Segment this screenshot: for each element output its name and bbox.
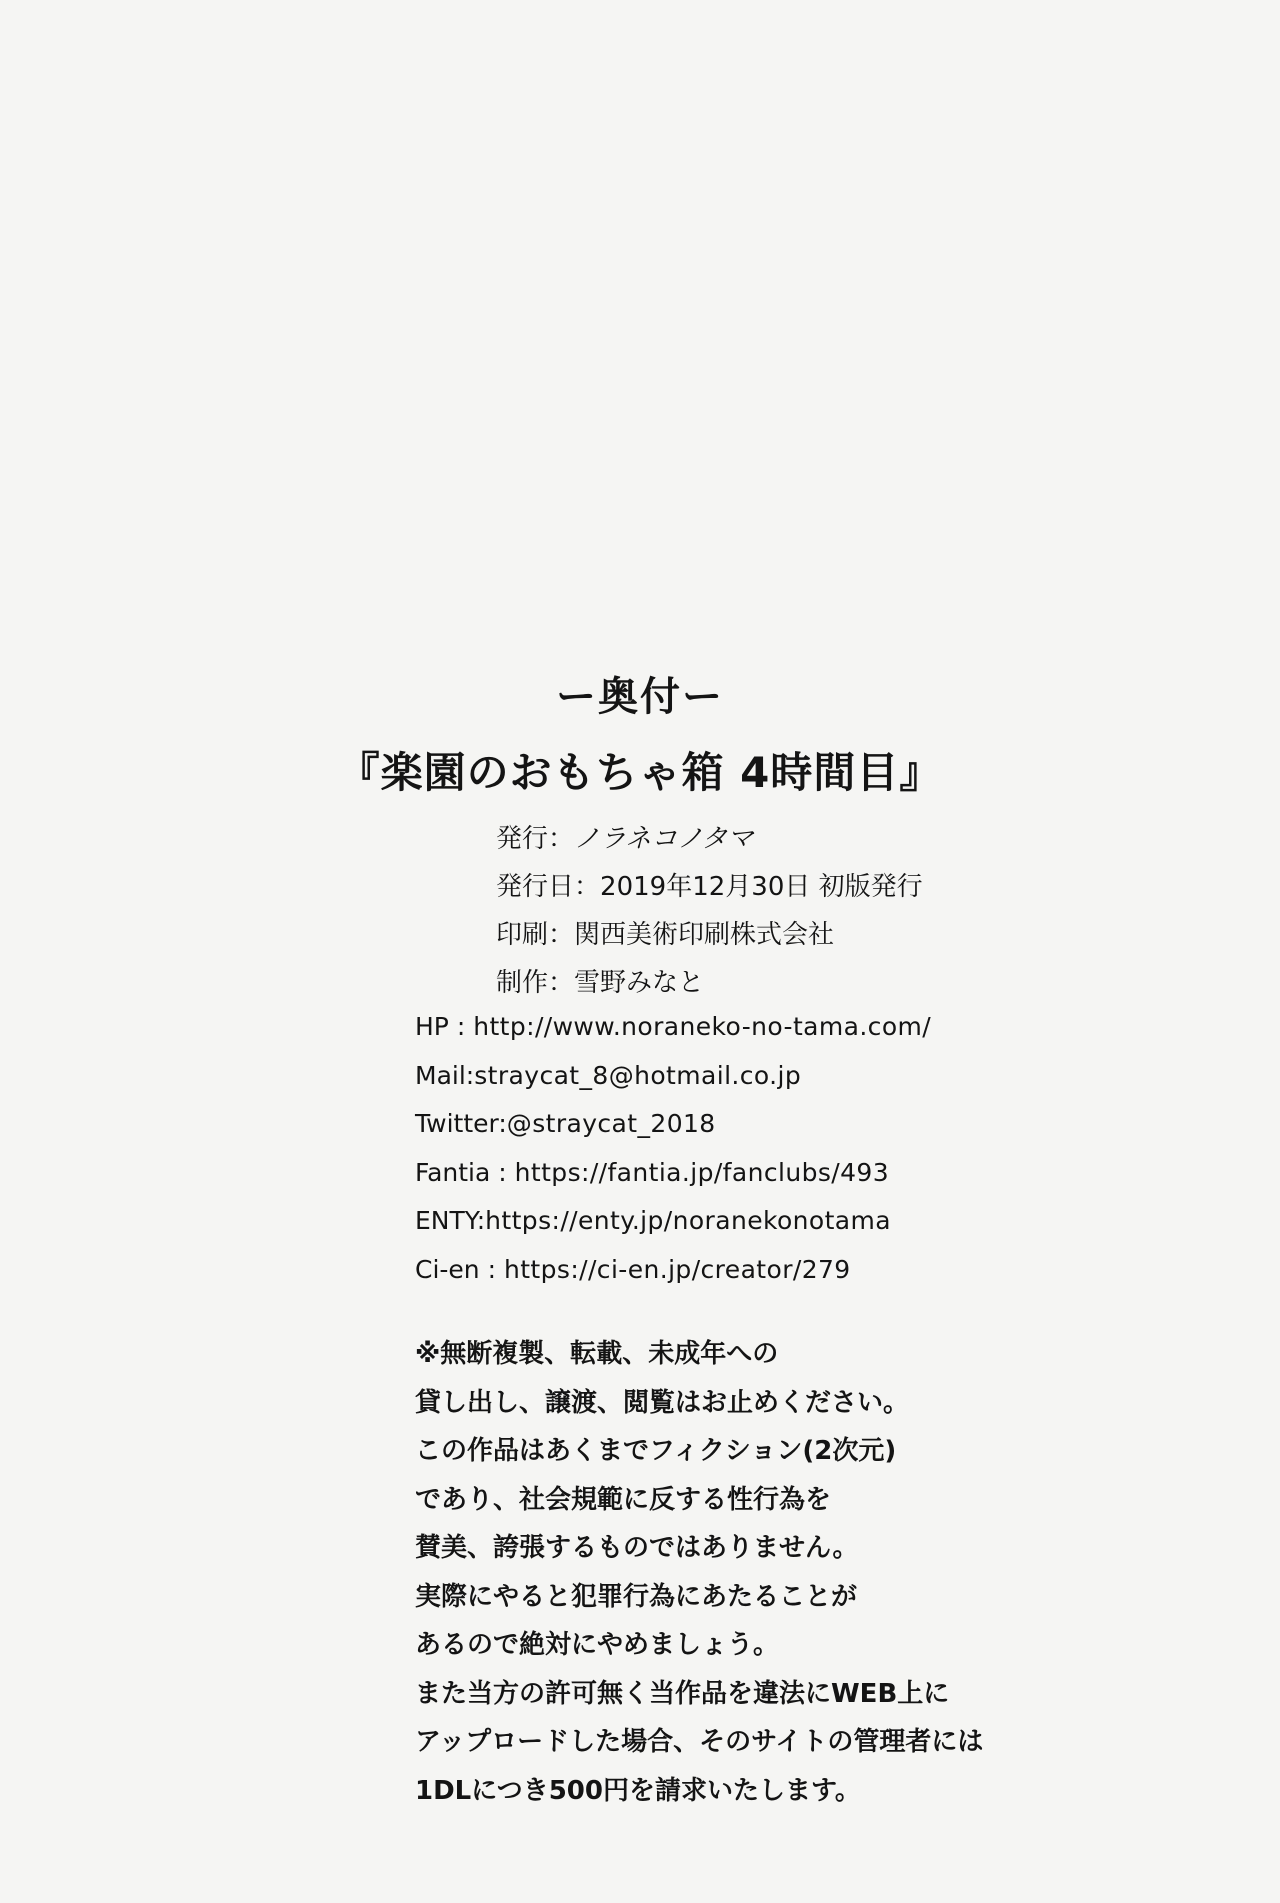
notice-line: 賛美、誇張するものではありません。 bbox=[415, 1533, 859, 1563]
notice-line: 1DLにつき500円を請求いたします。 bbox=[415, 1775, 861, 1806]
link-label: Twitter bbox=[415, 1109, 499, 1139]
link-label: Ci-en bbox=[415, 1254, 480, 1284]
credit-label: 印刷 bbox=[496, 920, 549, 950]
link-separator: : bbox=[448, 1012, 474, 1041]
link-separator: : bbox=[476, 1206, 486, 1236]
notice-line: 貸し出し、譲渡、閲覧はお止めください。 bbox=[415, 1387, 910, 1418]
credit-value: 2019年12月30日 初版発行 bbox=[600, 872, 923, 902]
link-label: ENTY bbox=[415, 1206, 477, 1236]
notice-line: ※無断複製、転載、未成年への bbox=[415, 1339, 779, 1369]
credit-author bbox=[496, 959, 1196, 1007]
book-title: 『楽園のおもちゃ箱 4時間目』 bbox=[337, 748, 943, 797]
credit-printer bbox=[496, 911, 1196, 959]
credits-block bbox=[496, 815, 1196, 1007]
notice-line: あるので絶対にやめましょう。 bbox=[415, 1630, 780, 1660]
link-label: Mail bbox=[415, 1060, 466, 1090]
credit-separator: ： bbox=[548, 824, 575, 854]
notice-line: アップロードした場合、そのサイトの管理者には bbox=[415, 1727, 984, 1757]
link-label: Fantia bbox=[415, 1157, 491, 1187]
credit-release-date bbox=[496, 863, 1196, 911]
mail-address: straycat_8@hotmail.co.jp bbox=[474, 1060, 802, 1090]
credit-publisher bbox=[496, 815, 1196, 863]
link-fantia bbox=[415, 1149, 1175, 1198]
link-mail bbox=[415, 1052, 1175, 1101]
credit-label: 発行 bbox=[496, 824, 549, 854]
colophon-heading: ー奥付ー bbox=[556, 674, 724, 720]
notice-line: この作品はあくまでフィクション(2次元) bbox=[415, 1436, 897, 1466]
link-twitter bbox=[415, 1100, 1175, 1149]
contact-links bbox=[415, 1003, 1175, 1295]
credit-separator: ： bbox=[548, 920, 575, 950]
notice-line: であり、社会規範に反する性行為を bbox=[415, 1484, 832, 1515]
link-separator: : bbox=[490, 1157, 515, 1187]
credit-value: 関西美術印刷株式会社 bbox=[574, 920, 835, 950]
link-homepage bbox=[415, 1003, 1175, 1052]
link-separator: : bbox=[498, 1109, 507, 1139]
credit-value: 雪野みなと bbox=[574, 968, 705, 998]
legal-notice bbox=[415, 1330, 1215, 1815]
link-separator: : bbox=[465, 1060, 475, 1090]
credit-value: ノラネコノタマ bbox=[574, 824, 754, 854]
credit-label: 発行日 bbox=[496, 872, 575, 902]
credit-separator: ： bbox=[574, 872, 601, 902]
link-label: HP bbox=[415, 1012, 449, 1041]
enty-url: https://enty.jp/noranekonotama bbox=[485, 1206, 891, 1236]
notice-line: また当方の許可無く当作品を違法にWEB上に bbox=[415, 1678, 950, 1709]
fantia-url: https://fantia.jp/fanclubs/493 bbox=[514, 1157, 890, 1187]
ci-en-url: https://ci-en.jp/creator/279 bbox=[503, 1254, 851, 1284]
twitter-handle: @straycat_2018 bbox=[506, 1109, 716, 1139]
credit-label: 制作 bbox=[496, 968, 549, 998]
credit-separator: ： bbox=[548, 968, 575, 998]
homepage-url: http://www.noraneko-no-tama.com/ bbox=[473, 1012, 932, 1041]
link-enty bbox=[415, 1197, 1175, 1246]
link-separator: : bbox=[479, 1254, 504, 1284]
notice-line: 実際にやると犯罪行為にあたることが bbox=[415, 1581, 858, 1612]
link-ci-en bbox=[415, 1246, 1175, 1295]
